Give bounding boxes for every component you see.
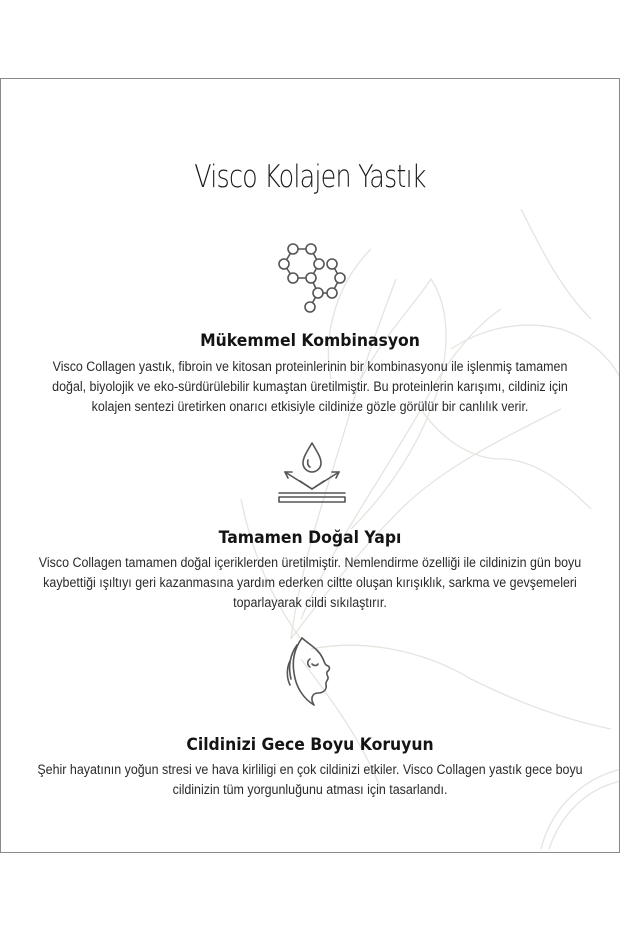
description-line: Visco Collagen tamamen doğal içeriklerden üretilmiştir. Nemlendirme özelliği ile cildinizin gün boyu [38, 555, 582, 570]
feature-description [32, 357, 588, 417]
page-title: Visco Kolajen Yastık [194, 159, 426, 195]
feature-description [32, 760, 588, 800]
description-line: doğal, biyolojik ve eko-sürdürülebilir kumaştan üretilmiştir. Bu proteinlerin karışımı, cildiniz için [52, 379, 568, 394]
content-card [0, 78, 620, 853]
description-line: kolajen sentezi üretirken onarıcı etkisiyle cildinize gözle görülür bir canlılık verir. [91, 399, 529, 414]
feature-heading: Tamamen Doğal Yapı [218, 528, 402, 548]
description-line: cildinizin tüm yorgunluğunu atması için tasarlandı. [172, 782, 448, 797]
description-line: Visco Collagen yastık, fibroin ve kitosan proteinlerinin bir kombinasyonu ile işlenmiş tamamen [52, 359, 568, 374]
description-line: Şehir hayatının yoğun stresi ve hava kirliligi en çok cildinizi etkiler. Visco Collagen yastık gece boyu [37, 762, 583, 777]
water-repellent-icon [276, 437, 348, 503]
description-line: toparlayarak cildi sıkılaştırır. [233, 595, 387, 610]
feature-heading: Mükemmel Kombinasyon [200, 331, 420, 351]
feature-heading: Cildinizi Gece Boyu Koruyun [186, 735, 434, 755]
face-profile-icon [284, 633, 344, 709]
feature-description [32, 553, 588, 613]
molecule-icon [271, 237, 351, 313]
description-line: kaybettiği ışıltıyı geri kazanmasına yardım ederken ciltte oluşan kırışıklık, sarkma ve gevşemeleri [43, 575, 577, 590]
